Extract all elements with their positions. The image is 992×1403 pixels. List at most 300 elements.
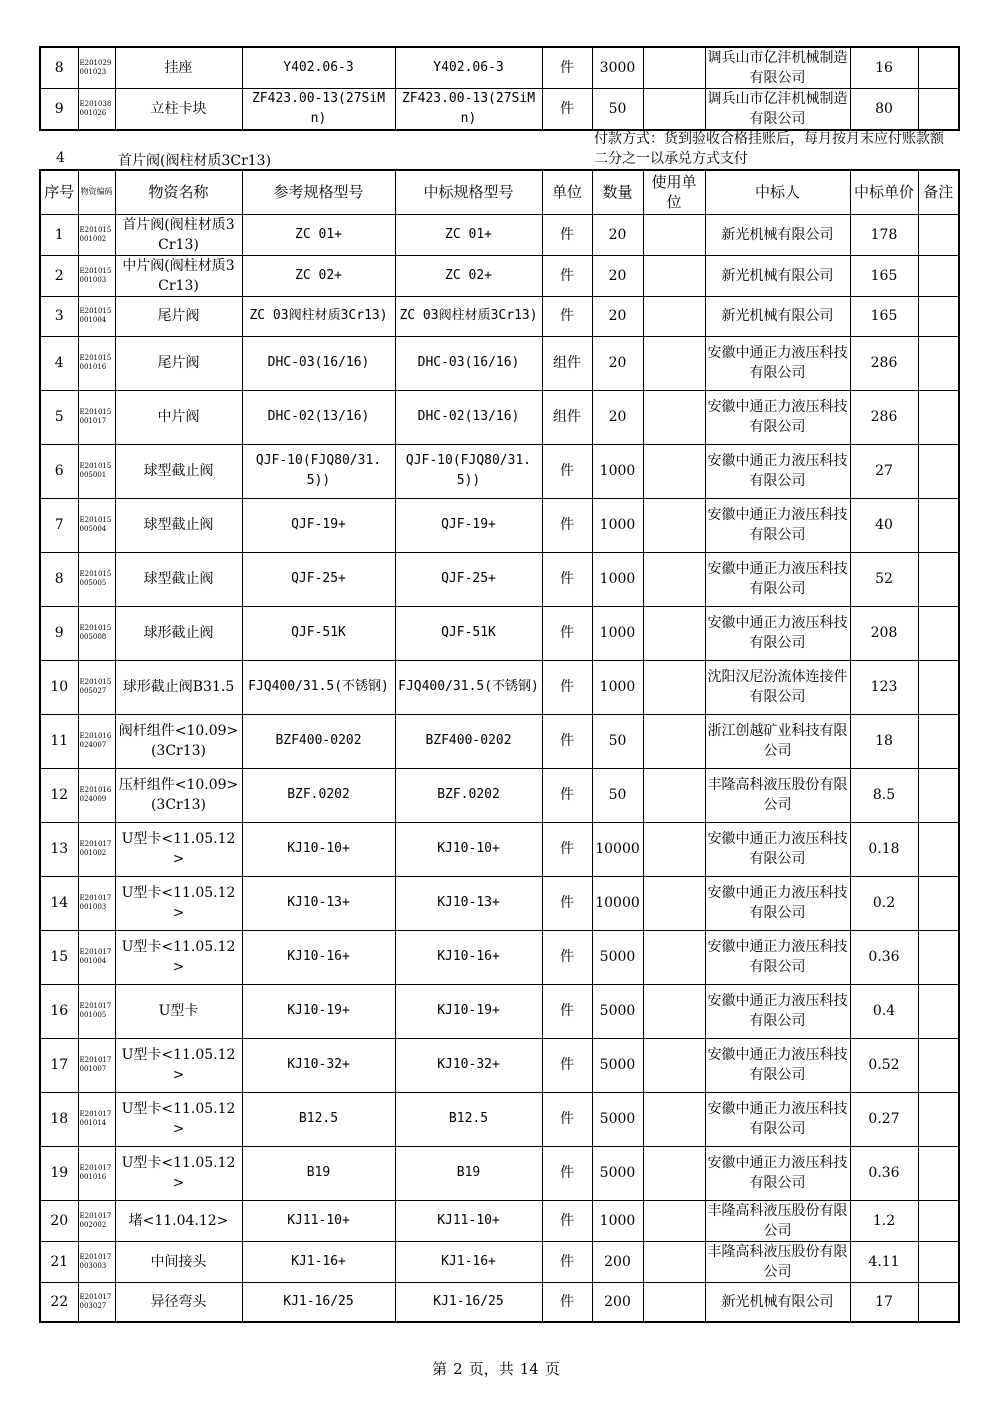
cell-unit: 件 (542, 1092, 592, 1146)
cell-qty: 10000 (592, 876, 643, 930)
cell-no: 15 (40, 930, 78, 984)
cell-qty: 1000 (592, 660, 643, 714)
cell-no: 5 (40, 390, 78, 444)
cell-code: E201017001007 (78, 1038, 115, 1092)
cell-win-spec: ZF423.00-13(27SiMn) (395, 89, 542, 131)
cell-code: E201029001023 (78, 47, 115, 89)
cell-price: 208 (850, 606, 918, 660)
cell-no: 1 (40, 214, 78, 255)
cell-ref-spec: BZF.0202 (242, 768, 395, 822)
cell-no: 3 (40, 296, 78, 336)
cell-no: 13 (40, 822, 78, 876)
cell-unit: 件 (542, 930, 592, 984)
cell-code: E201015001003 (78, 255, 115, 296)
table-row (40, 255, 959, 296)
cell-no: 7 (40, 498, 78, 552)
cell-qty: 5000 (592, 1092, 643, 1146)
cell-qty: 5000 (592, 930, 643, 984)
cell-unit: 组件 (542, 390, 592, 444)
cell-name: U型卡<11.05.12> (115, 876, 242, 930)
table-row (40, 498, 959, 552)
cell-user-unit (643, 714, 705, 768)
cell-name: 堵<11.04.12> (115, 1200, 242, 1241)
table-row (40, 47, 959, 89)
cell-remark (918, 444, 959, 498)
cell-user-unit (643, 1092, 705, 1146)
cell-no: 8 (40, 552, 78, 606)
cell-unit: 件 (542, 552, 592, 606)
cell-code: E201038001026 (78, 89, 115, 131)
cell-remark (918, 1200, 959, 1241)
cell-qty: 20 (592, 214, 643, 255)
cell-win-spec: ZC 01+ (395, 214, 542, 255)
cell-remark (918, 1092, 959, 1146)
cell-ref-spec: KJ11-10+ (242, 1200, 395, 1241)
cell-win-spec: ZC 03阀柱材质3Cr13) (395, 296, 542, 336)
cell-name: U型卡<11.05.12> (115, 1146, 242, 1200)
cell-no: 20 (40, 1200, 78, 1241)
cell-ref-spec: KJ10-13+ (242, 876, 395, 930)
cell-price: 0.2 (850, 876, 918, 930)
cell-name: 阀杆组件<10.09>(3Cr13) (115, 714, 242, 768)
cell-qty: 5000 (592, 984, 643, 1038)
cell-remark (918, 47, 959, 89)
cell-qty: 20 (592, 296, 643, 336)
cell-user-unit (643, 296, 705, 336)
header-win-spec: 中标规格型号 (395, 170, 542, 214)
cell-winner: 安徽中通正力液压科技有限公司 (705, 984, 850, 1038)
cell-winner: 安徽中通正力液压科技有限公司 (705, 336, 850, 390)
cell-no: 18 (40, 1092, 78, 1146)
cell-no: 8 (40, 47, 78, 89)
cell-name: 挂座 (115, 47, 242, 89)
cell-name: 球形截止阀B31.5 (115, 660, 242, 714)
cell-win-spec: QJF-10(FJQ80/31.5)) (395, 444, 542, 498)
cell-winner: 安徽中通正力液压科技有限公司 (705, 876, 850, 930)
cell-remark (918, 498, 959, 552)
cell-name: 中片阀 (115, 390, 242, 444)
footer-page-number: 2 (453, 1360, 463, 1378)
cell-winner: 新光机械有限公司 (705, 255, 850, 296)
header-price: 中标单价 (850, 170, 918, 214)
cell-no: 4 (40, 336, 78, 390)
table-row (40, 984, 959, 1038)
cell-code: E201016024007 (78, 714, 115, 768)
cell-no: 2 (40, 255, 78, 296)
cell-qty: 1000 (592, 444, 643, 498)
cell-no: 19 (40, 1146, 78, 1200)
cell-name: 球型截止阀 (115, 444, 242, 498)
cell-price: 0.52 (850, 1038, 918, 1092)
cell-unit: 件 (542, 498, 592, 552)
cell-code: E201017003003 (78, 1241, 115, 1282)
cell-unit: 件 (542, 984, 592, 1038)
cell-ref-spec: QJF-51K (242, 606, 395, 660)
cell-code: E201015001017 (78, 390, 115, 444)
cell-price: 4.11 (850, 1241, 918, 1282)
cell-no: 16 (40, 984, 78, 1038)
cell-ref-spec: KJ10-16+ (242, 930, 395, 984)
cell-price: 17 (850, 1282, 918, 1322)
cell-winner: 安徽中通正力液压科技有限公司 (705, 606, 850, 660)
cell-price: 52 (850, 552, 918, 606)
cell-name: U型卡<11.05.12> (115, 822, 242, 876)
cell-price: 123 (850, 660, 918, 714)
table-row (40, 930, 959, 984)
header-code: 物资编码 (78, 170, 115, 214)
cell-unit: 件 (542, 255, 592, 296)
table-row (40, 89, 959, 131)
cell-user-unit (643, 1200, 705, 1241)
cell-code: E201017001004 (78, 930, 115, 984)
cell-remark (918, 89, 959, 131)
cell-name: 中片阀(阀柱材质3Cr13) (115, 255, 242, 296)
cell-ref-spec: BZF400-0202 (242, 714, 395, 768)
cell-unit: 件 (542, 660, 592, 714)
cell-unit: 件 (542, 444, 592, 498)
table-row (40, 606, 959, 660)
table-row (40, 1146, 959, 1200)
cell-code: E201017001005 (78, 984, 115, 1038)
cell-price: 80 (850, 89, 918, 131)
cell-remark (918, 336, 959, 390)
cell-name: 中间接头 (115, 1241, 242, 1282)
cell-qty: 50 (592, 89, 643, 131)
table-row (40, 552, 959, 606)
table-row (40, 1241, 959, 1282)
header-ref-spec: 参考规格型号 (242, 170, 395, 214)
cell-user-unit (643, 822, 705, 876)
cell-price: 27 (850, 444, 918, 498)
cell-remark (918, 1241, 959, 1282)
table-row (40, 1038, 959, 1092)
cell-winner: 安徽中通正力液压科技有限公司 (705, 444, 850, 498)
cell-qty: 1000 (592, 1200, 643, 1241)
cell-ref-spec: KJ10-19+ (242, 984, 395, 1038)
cell-code: E201015001004 (78, 296, 115, 336)
cell-code: E201015005027 (78, 660, 115, 714)
cell-unit: 件 (542, 822, 592, 876)
cell-ref-spec: KJ10-32+ (242, 1038, 395, 1092)
cell-winner: 丰隆高科液压股份有限公司 (705, 768, 850, 822)
cell-winner: 调兵山市亿沣机械制造有限公司 (705, 47, 850, 89)
cell-code: E201015001016 (78, 336, 115, 390)
cell-winner: 丰隆高科液压股份有限公司 (705, 1200, 850, 1241)
cell-unit: 件 (542, 1038, 592, 1092)
cell-win-spec: QJF-25+ (395, 552, 542, 606)
cell-unit: 件 (542, 714, 592, 768)
cell-win-spec: KJ10-13+ (395, 876, 542, 930)
cell-win-spec: BZF400-0202 (395, 714, 542, 768)
cell-name: U型卡<11.05.12> (115, 930, 242, 984)
footer-prefix: 第 (432, 1360, 448, 1378)
cell-ref-spec: DHC-02(13/16) (242, 390, 395, 444)
cell-code: E201017002002 (78, 1200, 115, 1241)
cell-ref-spec: KJ1-16+ (242, 1241, 395, 1282)
cell-remark (918, 1282, 959, 1322)
section-number: 4 (56, 150, 65, 166)
cell-ref-spec: ZC 03阀柱材质3Cr13) (242, 296, 395, 336)
cell-code: E201015005005 (78, 552, 115, 606)
cell-remark (918, 768, 959, 822)
header-remark: 备注 (918, 170, 959, 214)
cell-user-unit (643, 336, 705, 390)
cell-qty: 10000 (592, 822, 643, 876)
cell-unit: 件 (542, 768, 592, 822)
cell-ref-spec: KJ10-10+ (242, 822, 395, 876)
cell-no: 22 (40, 1282, 78, 1322)
cell-code: E201015005004 (78, 498, 115, 552)
cell-winner: 新光机械有限公司 (705, 214, 850, 255)
cell-ref-spec: ZF423.00-13(27SiMn) (242, 89, 395, 131)
cell-ref-spec: DHC-03(16/16) (242, 336, 395, 390)
cell-winner: 新光机械有限公司 (705, 1282, 850, 1322)
header-unit: 单位 (542, 170, 592, 214)
cell-price: 165 (850, 296, 918, 336)
cell-winner: 安徽中通正力液压科技有限公司 (705, 552, 850, 606)
cell-price: 178 (850, 214, 918, 255)
cell-win-spec: KJ10-32+ (395, 1038, 542, 1092)
cell-no: 21 (40, 1241, 78, 1282)
cell-winner: 安徽中通正力液压科技有限公司 (705, 930, 850, 984)
cell-ref-spec: QJF-19+ (242, 498, 395, 552)
cell-winner: 安徽中通正力液压科技有限公司 (705, 1146, 850, 1200)
cell-price: 286 (850, 336, 918, 390)
cell-win-spec: KJ11-10+ (395, 1200, 542, 1241)
cell-winner: 调兵山市亿沣机械制造有限公司 (705, 89, 850, 131)
cell-code: E201017001014 (78, 1092, 115, 1146)
bid-items-table (39, 169, 960, 1323)
cell-unit: 件 (542, 296, 592, 336)
cell-code: E201015005001 (78, 444, 115, 498)
cell-remark (918, 296, 959, 336)
cell-remark (918, 984, 959, 1038)
cell-qty: 200 (592, 1241, 643, 1282)
table-row (40, 1092, 959, 1146)
cell-winner: 新光机械有限公司 (705, 296, 850, 336)
cell-ref-spec: ZC 01+ (242, 214, 395, 255)
cell-name: 首片阀(阀柱材质3Cr13) (115, 214, 242, 255)
cell-unit: 件 (542, 1282, 592, 1322)
cell-code: E201017003027 (78, 1282, 115, 1322)
cell-win-spec: DHC-02(13/16) (395, 390, 542, 444)
cell-name: 异径弯头 (115, 1282, 242, 1322)
page-footer (0, 1358, 992, 1379)
cell-unit: 件 (542, 1241, 592, 1282)
cell-unit: 件 (542, 214, 592, 255)
cell-win-spec: B19 (395, 1146, 542, 1200)
cell-ref-spec: B12.5 (242, 1092, 395, 1146)
cell-winner: 安徽中通正力液压科技有限公司 (705, 498, 850, 552)
table-row (40, 336, 959, 390)
cell-price: 40 (850, 498, 918, 552)
cell-price: 0.36 (850, 1146, 918, 1200)
table-row (40, 214, 959, 255)
table-row (40, 1282, 959, 1322)
footer-total-pages: 14 (519, 1360, 539, 1378)
cell-name: 球形截止阀 (115, 606, 242, 660)
cell-qty: 1000 (592, 606, 643, 660)
cell-user-unit (643, 606, 705, 660)
cell-price: 8.5 (850, 768, 918, 822)
footer-suffix: 页 (544, 1360, 560, 1378)
cell-ref-spec: QJF-25+ (242, 552, 395, 606)
cell-name: 球型截止阀 (115, 552, 242, 606)
cell-remark (918, 390, 959, 444)
table-row (40, 876, 959, 930)
cell-ref-spec: FJQ400/31.5(不锈钢) (242, 660, 395, 714)
cell-code: E201016024009 (78, 768, 115, 822)
cell-user-unit (643, 984, 705, 1038)
table-header-row (40, 170, 959, 214)
table-row (40, 1200, 959, 1241)
cell-name: 立柱卡块 (115, 89, 242, 131)
cell-user-unit (643, 47, 705, 89)
cell-code: E201017001002 (78, 822, 115, 876)
cell-qty: 5000 (592, 1038, 643, 1092)
cell-user-unit (643, 214, 705, 255)
cell-unit: 件 (542, 89, 592, 131)
cell-price: 0.4 (850, 984, 918, 1038)
cell-name: U型卡 (115, 984, 242, 1038)
cell-qty: 1000 (592, 498, 643, 552)
table-row (40, 390, 959, 444)
cell-price: 0.36 (850, 930, 918, 984)
cell-winner: 浙江创越矿业科技有限公司 (705, 714, 850, 768)
header-winner: 中标人 (705, 170, 850, 214)
cell-ref-spec: KJ1-16/25 (242, 1282, 395, 1322)
cell-remark (918, 1038, 959, 1092)
cell-unit: 件 (542, 1146, 592, 1200)
cell-user-unit (643, 876, 705, 930)
cell-qty: 1000 (592, 552, 643, 606)
cell-no: 6 (40, 444, 78, 498)
cell-win-spec: DHC-03(16/16) (395, 336, 542, 390)
cell-user-unit (643, 89, 705, 131)
cell-ref-spec: B19 (242, 1146, 395, 1200)
cell-name: 球型截止阀 (115, 498, 242, 552)
cell-remark (918, 552, 959, 606)
cell-remark (918, 1146, 959, 1200)
cell-name: 尾片阀 (115, 296, 242, 336)
cell-price: 16 (850, 47, 918, 89)
header-no: 序号 (40, 170, 78, 214)
cell-no: 12 (40, 768, 78, 822)
cell-win-spec: FJQ400/31.5(不锈钢) (395, 660, 542, 714)
cell-winner: 沈阳汉尼汾流体连接件有限公司 (705, 660, 850, 714)
cell-name: 压杆组件<10.09>(3Cr13) (115, 768, 242, 822)
cell-user-unit (643, 390, 705, 444)
cell-win-spec: KJ10-19+ (395, 984, 542, 1038)
cell-winner: 安徽中通正力液压科技有限公司 (705, 822, 850, 876)
cell-remark (918, 822, 959, 876)
cell-code: E201015001002 (78, 214, 115, 255)
cell-win-spec: QJF-51K (395, 606, 542, 660)
cell-win-spec: ZC 02+ (395, 255, 542, 296)
cell-remark (918, 214, 959, 255)
cell-no: 10 (40, 660, 78, 714)
cell-win-spec: QJF-19+ (395, 498, 542, 552)
cell-qty: 200 (592, 1282, 643, 1322)
cell-winner: 安徽中通正力液压科技有限公司 (705, 1038, 850, 1092)
table-row (40, 768, 959, 822)
cell-user-unit (643, 768, 705, 822)
table-row (40, 660, 959, 714)
cell-qty: 3000 (592, 47, 643, 89)
table-row (40, 444, 959, 498)
cell-no: 9 (40, 89, 78, 131)
table-row (40, 822, 959, 876)
cell-user-unit (643, 1241, 705, 1282)
payment-terms: 付款方式：货到验收合格挂账后，每月按月末应付账款额二分之一以承兑方式支付 (594, 131, 944, 167)
cell-unit: 件 (542, 876, 592, 930)
cell-remark (918, 876, 959, 930)
table-row (40, 714, 959, 768)
cell-no: 9 (40, 606, 78, 660)
header-qty: 数量 (592, 170, 643, 214)
cell-ref-spec: Y402.06-3 (242, 47, 395, 89)
cell-unit: 件 (542, 606, 592, 660)
cell-unit: 件 (542, 47, 592, 89)
cell-no: 14 (40, 876, 78, 930)
cell-user-unit (643, 1282, 705, 1322)
cell-qty: 20 (592, 390, 643, 444)
cell-winner: 丰隆高科液压股份有限公司 (705, 1241, 850, 1282)
cell-qty: 20 (592, 336, 643, 390)
cell-win-spec: KJ1-16/25 (395, 1282, 542, 1322)
cell-no: 17 (40, 1038, 78, 1092)
cell-unit: 件 (542, 1200, 592, 1241)
cell-code: E201015005008 (78, 606, 115, 660)
cell-price: 18 (850, 714, 918, 768)
header-user-unit: 使用单位 (643, 170, 705, 214)
cell-name: U型卡<11.05.12> (115, 1092, 242, 1146)
cell-winner: 安徽中通正力液压科技有限公司 (705, 1092, 850, 1146)
cell-win-spec: KJ1-16+ (395, 1241, 542, 1282)
cell-name: 尾片阀 (115, 336, 242, 390)
top-continuation-table (39, 46, 960, 131)
cell-qty: 20 (592, 255, 643, 296)
cell-ref-spec: ZC 02+ (242, 255, 395, 296)
table-row (40, 296, 959, 336)
cell-qty: 50 (592, 714, 643, 768)
cell-code: E201017001016 (78, 1146, 115, 1200)
footer-mid: 页，共 (468, 1360, 514, 1378)
cell-remark (918, 606, 959, 660)
cell-win-spec: KJ10-16+ (395, 930, 542, 984)
cell-win-spec: B12.5 (395, 1092, 542, 1146)
cell-qty: 50 (592, 768, 643, 822)
cell-win-spec: KJ10-10+ (395, 822, 542, 876)
cell-user-unit (643, 1146, 705, 1200)
cell-user-unit (643, 255, 705, 296)
cell-ref-spec: QJF-10(FJQ80/31.5)) (242, 444, 395, 498)
cell-price: 0.18 (850, 822, 918, 876)
header-name: 物资名称 (115, 170, 242, 214)
cell-price: 286 (850, 390, 918, 444)
cell-name: U型卡<11.05.12> (115, 1038, 242, 1092)
cell-user-unit (643, 552, 705, 606)
cell-qty: 5000 (592, 1146, 643, 1200)
cell-win-spec: Y402.06-3 (395, 47, 542, 89)
cell-price: 0.27 (850, 1092, 918, 1146)
cell-remark (918, 714, 959, 768)
cell-user-unit (643, 498, 705, 552)
cell-remark (918, 930, 959, 984)
cell-win-spec: BZF.0202 (395, 768, 542, 822)
cell-user-unit (643, 1038, 705, 1092)
cell-code: E201017001003 (78, 876, 115, 930)
